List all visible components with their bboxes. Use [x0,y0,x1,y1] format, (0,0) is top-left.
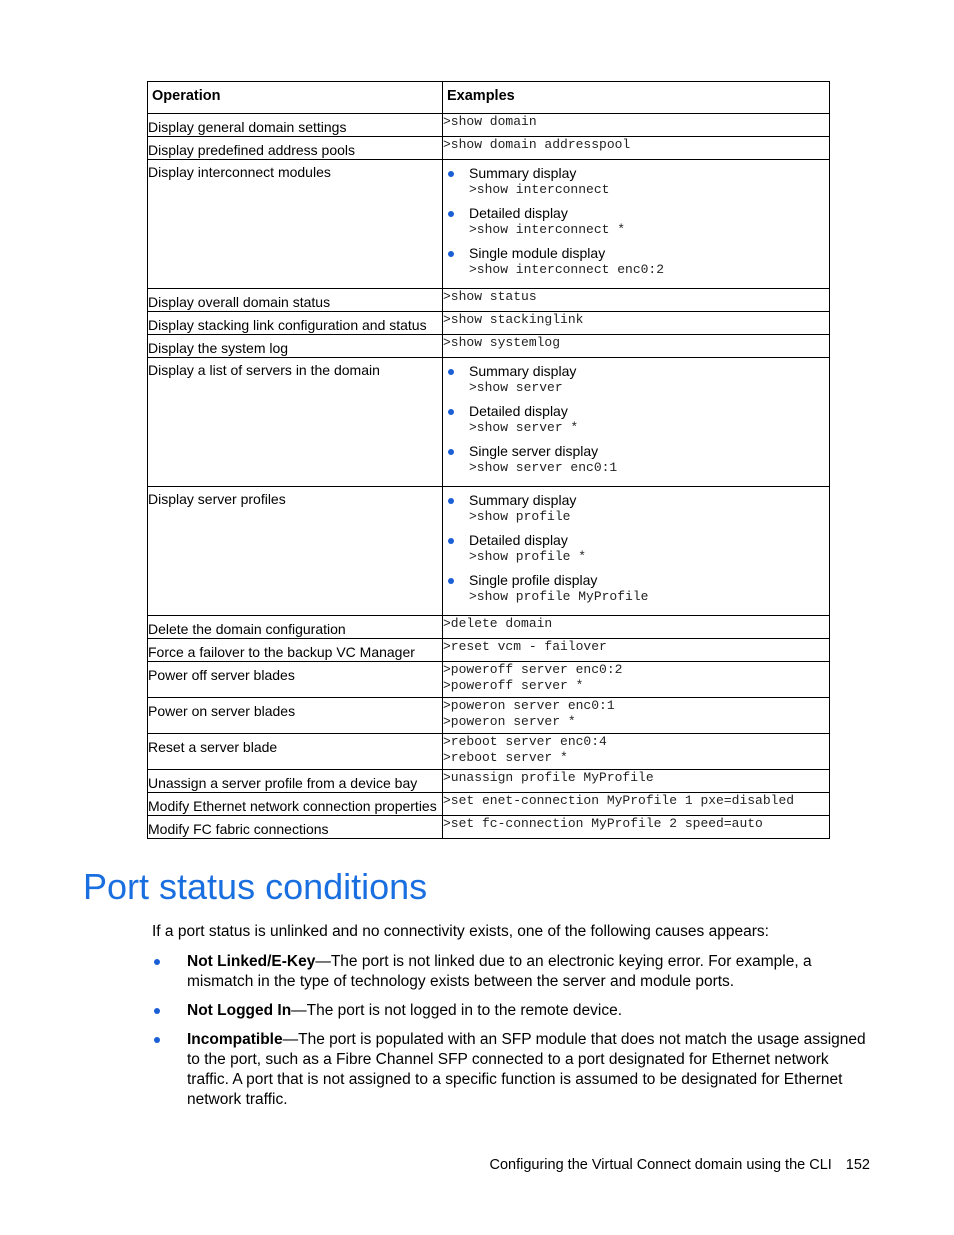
example-command: >show profile MyProfile [469,589,649,604]
operation-cell: Display a list of servers in the domain [148,358,443,487]
examples-cell [443,289,830,312]
section-title: Port status conditions [83,866,428,907]
example-command: >show status [443,289,537,304]
example-command: >poweron server * [443,714,576,729]
table-row [148,114,830,137]
header-operation: Operation [148,82,443,114]
example-command: >show profile [469,509,571,524]
list-item [443,442,829,476]
operation-cell: Display interconnect modules [148,160,443,289]
cause-description: —The port is not logged in to the remote device. [291,1002,623,1019]
examples-bullet-list [443,491,829,605]
causes-list [152,952,872,1119]
list-item [443,531,829,565]
cause-description: —The port is not linked due to an electronic keying error. For example, a mismatch in the type of technology exists between the server and module ports. [187,953,812,990]
example-command: >delete domain [443,616,553,631]
example-command: >reboot server enc0:4 [443,734,607,749]
bullet-icon [448,538,454,544]
list-item [443,491,829,525]
operation-cell: Display server profiles [148,487,443,616]
table-row [148,487,830,616]
example-command: >show server enc0:1 [469,460,618,475]
operation-cell: Force a failover to the backup VC Manager [148,639,443,662]
example-label: Summary display [469,492,577,508]
table-row [148,639,830,662]
cause-term: Not Linked/E-Key [187,953,316,970]
operations-table [147,81,830,839]
table-row [148,358,830,487]
example-command: >show interconnect [469,182,610,197]
list-item [443,402,829,436]
example-command: >reboot server * [443,750,568,765]
bullet-icon [154,959,160,965]
example-command: >reset vcm - failover [443,639,607,654]
example-label: Detailed display [469,403,568,419]
example-label: Single server display [469,443,599,459]
example-command: >show interconnect enc0:2 [469,262,665,277]
section-intro: If a port status is unlinked and no connectivity exists, one of the following causes appears: [152,923,769,940]
operation-cell: Display overall domain status [148,289,443,312]
bullet-icon [448,578,454,584]
examples-cell [443,487,830,616]
table-row [148,734,830,770]
table-header-row [148,82,830,114]
operation-cell: Power on server blades [148,698,443,734]
list-item [152,1001,872,1021]
example-label: Summary display [469,363,577,379]
cause-description: —The port is populated with an SFP module that does not match the usage assigned to the port, such as a Fibre Channel SFP connected to a port designated for Ethernet network traffic. A port that is not assigned to a specific function is assumed to be designated for Ethernet network traffic. [187,1031,866,1108]
operation-cell: Display general domain settings [148,114,443,137]
cause-term: Incompatible [187,1031,283,1048]
list-item [443,362,829,396]
list-item [152,1030,872,1110]
operation-cell: Display stacking link configuration and status [148,312,443,335]
list-item [443,204,829,238]
examples-cell [443,639,830,662]
table-row [148,312,830,335]
bullet-icon [448,449,454,455]
examples-cell [443,816,830,839]
table-row [148,662,830,698]
bullet-icon [448,171,454,177]
example-command: >show server [469,380,563,395]
page-footer [489,1157,870,1173]
operation-cell: Modify FC fabric connections [148,816,443,839]
table-row [148,616,830,639]
list-item [443,244,829,278]
example-label: Summary display [469,165,577,181]
table-row [148,793,830,816]
examples-cell [443,734,830,770]
page-number: 152 [845,1157,870,1173]
operation-cell: Display predefined address pools [148,137,443,160]
examples-cell [443,335,830,358]
example-label: Detailed display [469,205,568,221]
example-command: >show server * [469,420,579,435]
example-command: >set enet-connection MyProfile 1 pxe=disabled [443,793,795,808]
example-command: >show domain addresspool [443,137,631,152]
example-command: >show domain [443,114,537,129]
examples-cell [443,662,830,698]
list-item [443,164,829,198]
list-item [152,952,872,992]
example-label: Detailed display [469,532,568,548]
example-label: Single module display [469,245,606,261]
list-item [443,571,829,605]
operation-cell: Unassign a server profile from a device bay [148,770,443,793]
examples-cell [443,312,830,335]
example-label: Single profile display [469,572,598,588]
bullet-icon [154,1008,160,1014]
examples-bullet-list [443,362,829,476]
examples-bullet-list [443,164,829,278]
operation-cell: Modify Ethernet network connection properties [148,793,443,816]
examples-cell [443,616,830,639]
table-body [148,114,830,839]
header-examples: Examples [443,82,830,114]
cause-term: Not Logged In [187,1002,292,1019]
example-command: >unassign profile MyProfile [443,770,654,785]
bullet-icon [448,251,454,257]
bullet-icon [448,409,454,415]
operation-cell: Reset a server blade [148,734,443,770]
table-row [148,289,830,312]
bullet-icon [154,1037,160,1043]
operation-cell: Delete the domain configuration [148,616,443,639]
examples-cell [443,114,830,137]
example-command: >set fc-connection MyProfile 2 speed=auto [443,816,763,831]
bullet-icon [448,211,454,217]
table-row [148,335,830,358]
example-command: >show profile * [469,549,587,564]
table-row [148,816,830,839]
example-command: >poweroff server * [443,678,584,693]
examples-cell [443,770,830,793]
examples-cell [443,160,830,289]
table-row [148,160,830,289]
table-row [148,770,830,793]
example-command: >poweroff server enc0:2 [443,662,623,677]
examples-cell [443,793,830,816]
bullet-icon [448,498,454,504]
example-command: >show systemlog [443,335,561,350]
examples-cell [443,137,830,160]
footer-text: Configuring the Virtual Connect domain using the CLI [489,1157,832,1173]
operation-cell: Display the system log [148,335,443,358]
examples-cell [443,698,830,734]
bullet-icon [448,369,454,375]
example-command: >show interconnect * [469,222,626,237]
table-row [148,137,830,160]
examples-cell [443,358,830,487]
table-row [148,698,830,734]
example-command: >poweron server enc0:1 [443,698,615,713]
operation-cell: Power off server blades [148,662,443,698]
example-command: >show stackinglink [443,312,584,327]
